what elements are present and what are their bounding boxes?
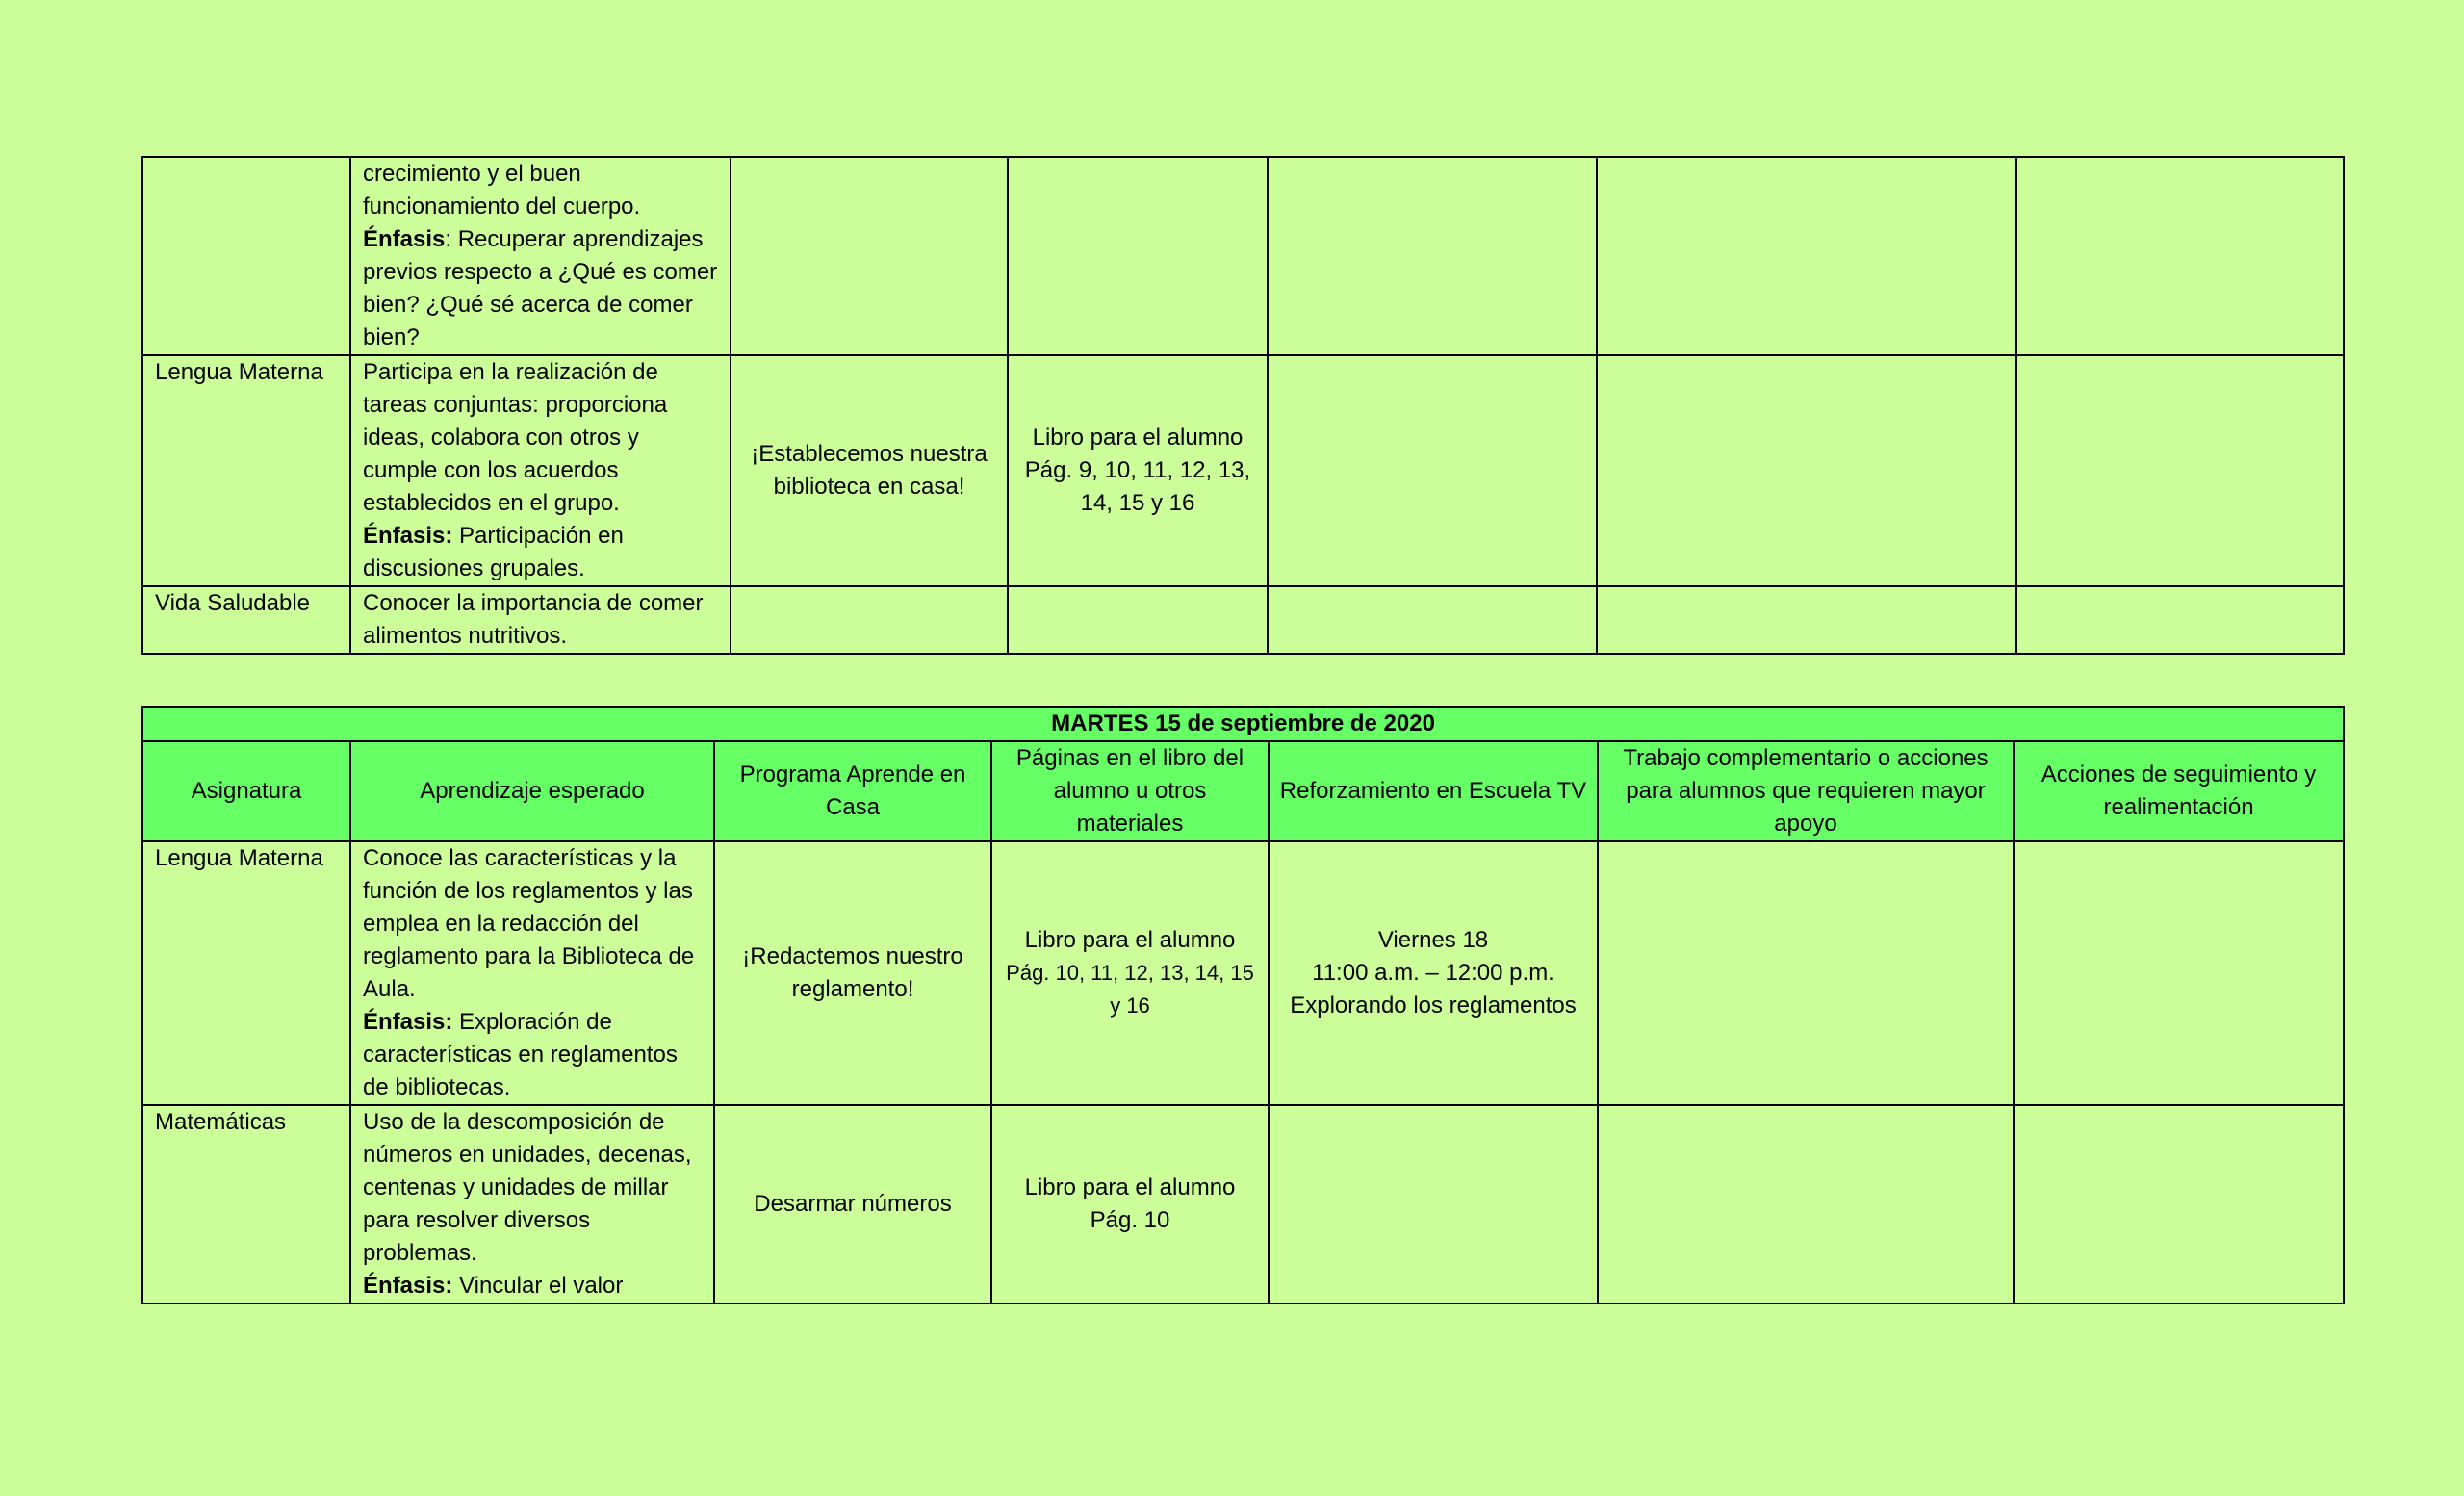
paginas-line1: Libro para el alumno <box>1024 1174 1236 1200</box>
header-acciones: Acciones de seguimiento y realimentación <box>2014 741 2344 841</box>
cell-asignatura <box>142 157 350 355</box>
enfasis-text: Vincular el valor <box>452 1273 624 1299</box>
cell-acciones <box>2016 157 2344 355</box>
enfasis-label: Énfasis: <box>363 1273 453 1299</box>
cell-reforzamiento <box>1268 586 1597 654</box>
cell-reforzamiento <box>1269 841 1598 1105</box>
cell-programa: ¡Redactemos nuestro reglamento! <box>714 841 991 1105</box>
cell-aprendizaje <box>350 355 731 586</box>
cell-aprendizaje <box>350 841 714 1105</box>
header-row <box>142 741 2344 841</box>
day-title-row <box>142 707 2344 741</box>
enfasis-label: Énfasis <box>363 226 446 252</box>
cell-acciones <box>2014 841 2344 1105</box>
cell-paginas <box>991 1105 1269 1303</box>
cell-programa <box>731 586 1008 654</box>
cell-reforzamiento <box>1268 157 1597 355</box>
cell-aprendizaje: Conocer la importancia de comer alimentos nutritivos. <box>350 586 731 654</box>
paginas-line1: Libro para el alumno <box>1024 927 1236 953</box>
enfasis-text: Participación en discusiones grupales. <box>363 523 624 581</box>
table-row <box>142 157 2344 355</box>
cell-asignatura: Vida Saludable <box>142 586 350 654</box>
cell-acciones <box>2016 355 2344 586</box>
cell-trabajo <box>1598 1105 2014 1303</box>
reforzamiento-topic: Explorando los reglamentos <box>1290 993 1577 1019</box>
header-aprendizaje: Aprendizaje esperado <box>350 741 714 841</box>
cell-acciones <box>2014 1105 2344 1303</box>
cell-programa: ¡Establecemos nuestra biblioteca en casa! <box>731 355 1008 586</box>
day-title: MARTES 15 de septiembre de 2020 <box>142 707 2344 741</box>
aprendizaje-text: Conoce las características y la función de los reglamentos y las emplea en la redacción del reglamento para la Biblioteca de Aula. <box>363 845 695 1002</box>
cell-programa <box>731 157 1008 355</box>
header-trabajo: Trabajo complementario o acciones para alumnos que requieren mayor apoyo <box>1598 741 2014 841</box>
enfasis-text: : Recuperar aprendizajes previos respecto a ¿Qué es comer bien? ¿Qué sé acerca de comer bien? <box>363 226 718 350</box>
cell-reforzamiento <box>1268 355 1597 586</box>
aprendizaje-text: crecimiento y el buen funcionamiento del cuerpo. <box>363 161 641 219</box>
reforzamiento-time: 11:00 a.m. – 12:00 p.m. <box>1312 960 1554 986</box>
enfasis-label: Énfasis: <box>363 523 453 549</box>
paginas-line2: Pág. 10, 11, 12, 13, 14, 15 y 16 <box>1006 961 1254 1018</box>
cell-trabajo <box>1597 355 2016 586</box>
table-row <box>142 841 2344 1105</box>
header-paginas: Páginas en el libro del alumno u otros materiales <box>991 741 1269 841</box>
cell-aprendizaje <box>350 157 731 355</box>
cell-paginas <box>1008 586 1268 654</box>
header-asignatura: Asignatura <box>142 741 350 841</box>
cell-trabajo <box>1598 841 2014 1105</box>
cell-reforzamiento <box>1269 1105 1598 1303</box>
cell-paginas <box>1008 157 1268 355</box>
cell-trabajo <box>1597 586 2016 654</box>
enfasis-text: Exploración de características en reglamentos de bibliotecas. <box>363 1009 678 1100</box>
enfasis-label: Énfasis: <box>363 1009 453 1035</box>
cell-asignatura: Lengua Materna <box>142 355 350 586</box>
paginas-line2: Pág. 10 <box>1090 1207 1170 1233</box>
cell-paginas: Libro para el alumno Pág. 9, 10, 11, 12, 13, 14, 15 y 16 <box>1008 355 1268 586</box>
table-row <box>142 355 2344 586</box>
planning-table-continued <box>141 156 2345 655</box>
reforzamiento-day: Viernes 18 <box>1377 927 1489 953</box>
cell-asignatura: Lengua Materna <box>142 841 350 1105</box>
cell-aprendizaje <box>350 1105 714 1303</box>
header-reforzamiento: Reforzamiento en Escuela TV <box>1269 741 1598 841</box>
cell-paginas <box>991 841 1269 1105</box>
planning-table-tuesday <box>141 706 2345 1304</box>
table-row <box>142 1105 2344 1303</box>
cell-acciones <box>2016 586 2344 654</box>
header-programa: Programa Aprende en Casa <box>714 741 991 841</box>
cell-programa: Desarmar números <box>714 1105 991 1303</box>
aprendizaje-text: Participa en la realización de tareas conjuntas: proporciona ideas, colabora con otros y cumple con los acuerdos establecidos en el grupo. <box>363 359 668 516</box>
cell-trabajo <box>1597 157 2016 355</box>
table-row <box>142 586 2344 654</box>
aprendizaje-text: Uso de la descomposición de números en unidades, decenas, centenas y unidades de millar para resolver diversos problemas. <box>363 1109 692 1266</box>
cell-asignatura: Matemáticas <box>142 1105 350 1303</box>
